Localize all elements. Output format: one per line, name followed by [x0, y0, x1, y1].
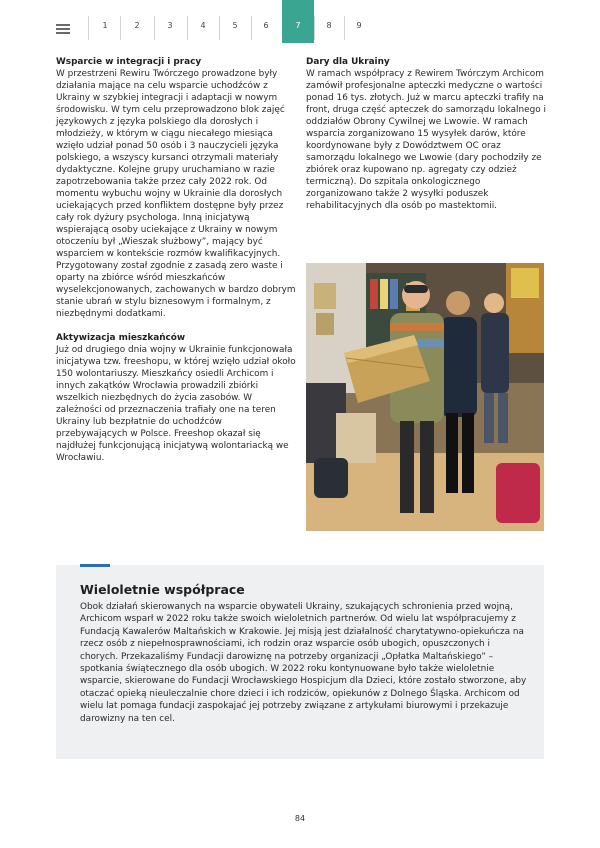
nav-page-8[interactable]: 8	[326, 21, 332, 30]
nav-page-5[interactable]: 5	[232, 21, 238, 30]
nav-page-9[interactable]: 9	[356, 21, 362, 30]
nav-page-2[interactable]: 2	[134, 21, 140, 30]
right-column	[306, 56, 546, 212]
nav-page-6[interactable]: 6	[263, 21, 269, 30]
menu-icon[interactable]	[56, 24, 70, 34]
nav-page-3[interactable]: 3	[167, 21, 173, 30]
top-navigation	[0, 0, 600, 56]
section-heading: Dary dla Ukrainy	[306, 57, 390, 67]
section-body: Już od drugiego dnia wojny w Ukrainie funkcjonowała inicjatywa tzw. freeshopu, w której wzięło udział około 150 wolontariuszy. Mieszkańcy osiedli Archicom i innych zakątków Wrocławia prowadzili zbiórki wszelkich niezbędnych do życia zasobów. W zależności od przeznaczenia trafiały one na teren Ukrainy lub bezpłatnie do uchodźców przebywających w Polsce. Freeshop okazał się najdłużej funkcjonującą inicjatywą wolontariacką we Wrocławiu.	[56, 345, 296, 463]
nav-page-4[interactable]: 4	[200, 21, 206, 30]
section-heading: Wsparcie w integracji i pracy	[56, 57, 202, 67]
section-body: W ramach współpracy z Rewirem Twórczym Archicom zamówił profesjonalne apteczki medyczne o wartości ponad 16 tys. złotych. Już w marcu apteczki trafiły na front, druga część apteczek do samorządu lokalnego i oddziałów Obrony Cywilnej we Lwowie. W ramach wsparcia zorganizowano 15 wysyłek darów, które koordynowane były z Dowództwem OC oraz samorządu lokalnego we Lwowie (dary pochodziły ze zbiórek oraz kupowano np. agregaty czy odzież termiczną). Do szpitala onkologicznego zorganizowano także 2 wysyłki poduszek rehabilitacyjnych dla osób po mastektomii.	[306, 69, 546, 211]
nav-page-1[interactable]: 1	[102, 21, 108, 30]
long-term-cooperation-box	[56, 565, 544, 759]
nav-separator	[88, 16, 89, 40]
section-heading: Aktywizacja mieszkańców	[56, 333, 186, 343]
volunteers-photo	[306, 263, 544, 531]
section-body: W przestrzeni Rewiru Twórczego prowadzone były działania mające na celu wsparcie uchodźców z Ukrainy w szybkiej integracji i adaptacji w nowym środowisku. W tym celu przeprowadzono blok zajęć językowych z języka polskiego dla dorosłych i młodzieży, w którym w ciągu niecałego miesiąca wzięło udział ponad 50 osób i 3 nauczycieli języka polskiego, a wszyscy kursanci otrzymali materiały dydaktyczne. Kolejne grupy uruchamiano w razie zapotrzebowania także przez cały 2022 rok. Od momentu wybuchu wojny w Ukrainie dla dorosłych uciekających przed konfliktem dostępne były przez cały rok dyżury psychologa. Inną inicjatywą wspierającą osoby uciekające z Ukrainy w nowym otoczeniu był „Wieszak służbowy”, mający być wsparciem w kontekście rozmów kwalifikacyjnych. Przygotowany został zgodnie z zasadą zero waste i oparty na zbiórce wśród mieszkańców wyselekcjonowanych, zachowanych w bardzo dobrym stanie ubrań w stylu biznesowym i formalnym, z niezbędnymi dodatkami.	[56, 69, 296, 319]
accent-bar	[80, 564, 110, 567]
left-column	[56, 56, 296, 464]
box-body: Obok działań skierowanych na wsparcie obywateli Ukrainy, szukających schronienia przed wojną, Archicom wsparł w 2022 roku także swoich wieloletnich partnerów. Od wielu lat współpracujemy z Fundacją Kawalerów Maltańskich w Krakowie. Jej misją jest działalność charytatywno-opiekuńcza na rzecz osób z niepełnosprawnościami, ich rodzin oraz wsparcie osób ubogich, opuszczonych i chorych. Przekazaliśmy Fundacji darowiznę na potrzeby organizacji „Opłatka Maltańskiego” – spotkania świątecznego dla osób ubogich. W 2022 roku kontynuowane było także wieloletnie wsparcie, skierowane do Fundacji Wrocławskiego Hospicjum dla Dzieci, które zostało stworzone, aby otaczać opieką nieuleczalnie chore dzieci i ich rodziców, opiekunów z Dolnego Śląska. Archicom od wielu lat pomaga fundacji zaspokajać jej potrzeby związane z artykułami biurowymi i przekazuje darowizny na ten cel.	[80, 602, 527, 724]
nav-separator	[120, 16, 121, 40]
nav-page-7[interactable]: 7	[295, 21, 301, 30]
page-number: 84	[294, 814, 306, 823]
box-heading: Wieloletnie współprace	[80, 582, 245, 597]
